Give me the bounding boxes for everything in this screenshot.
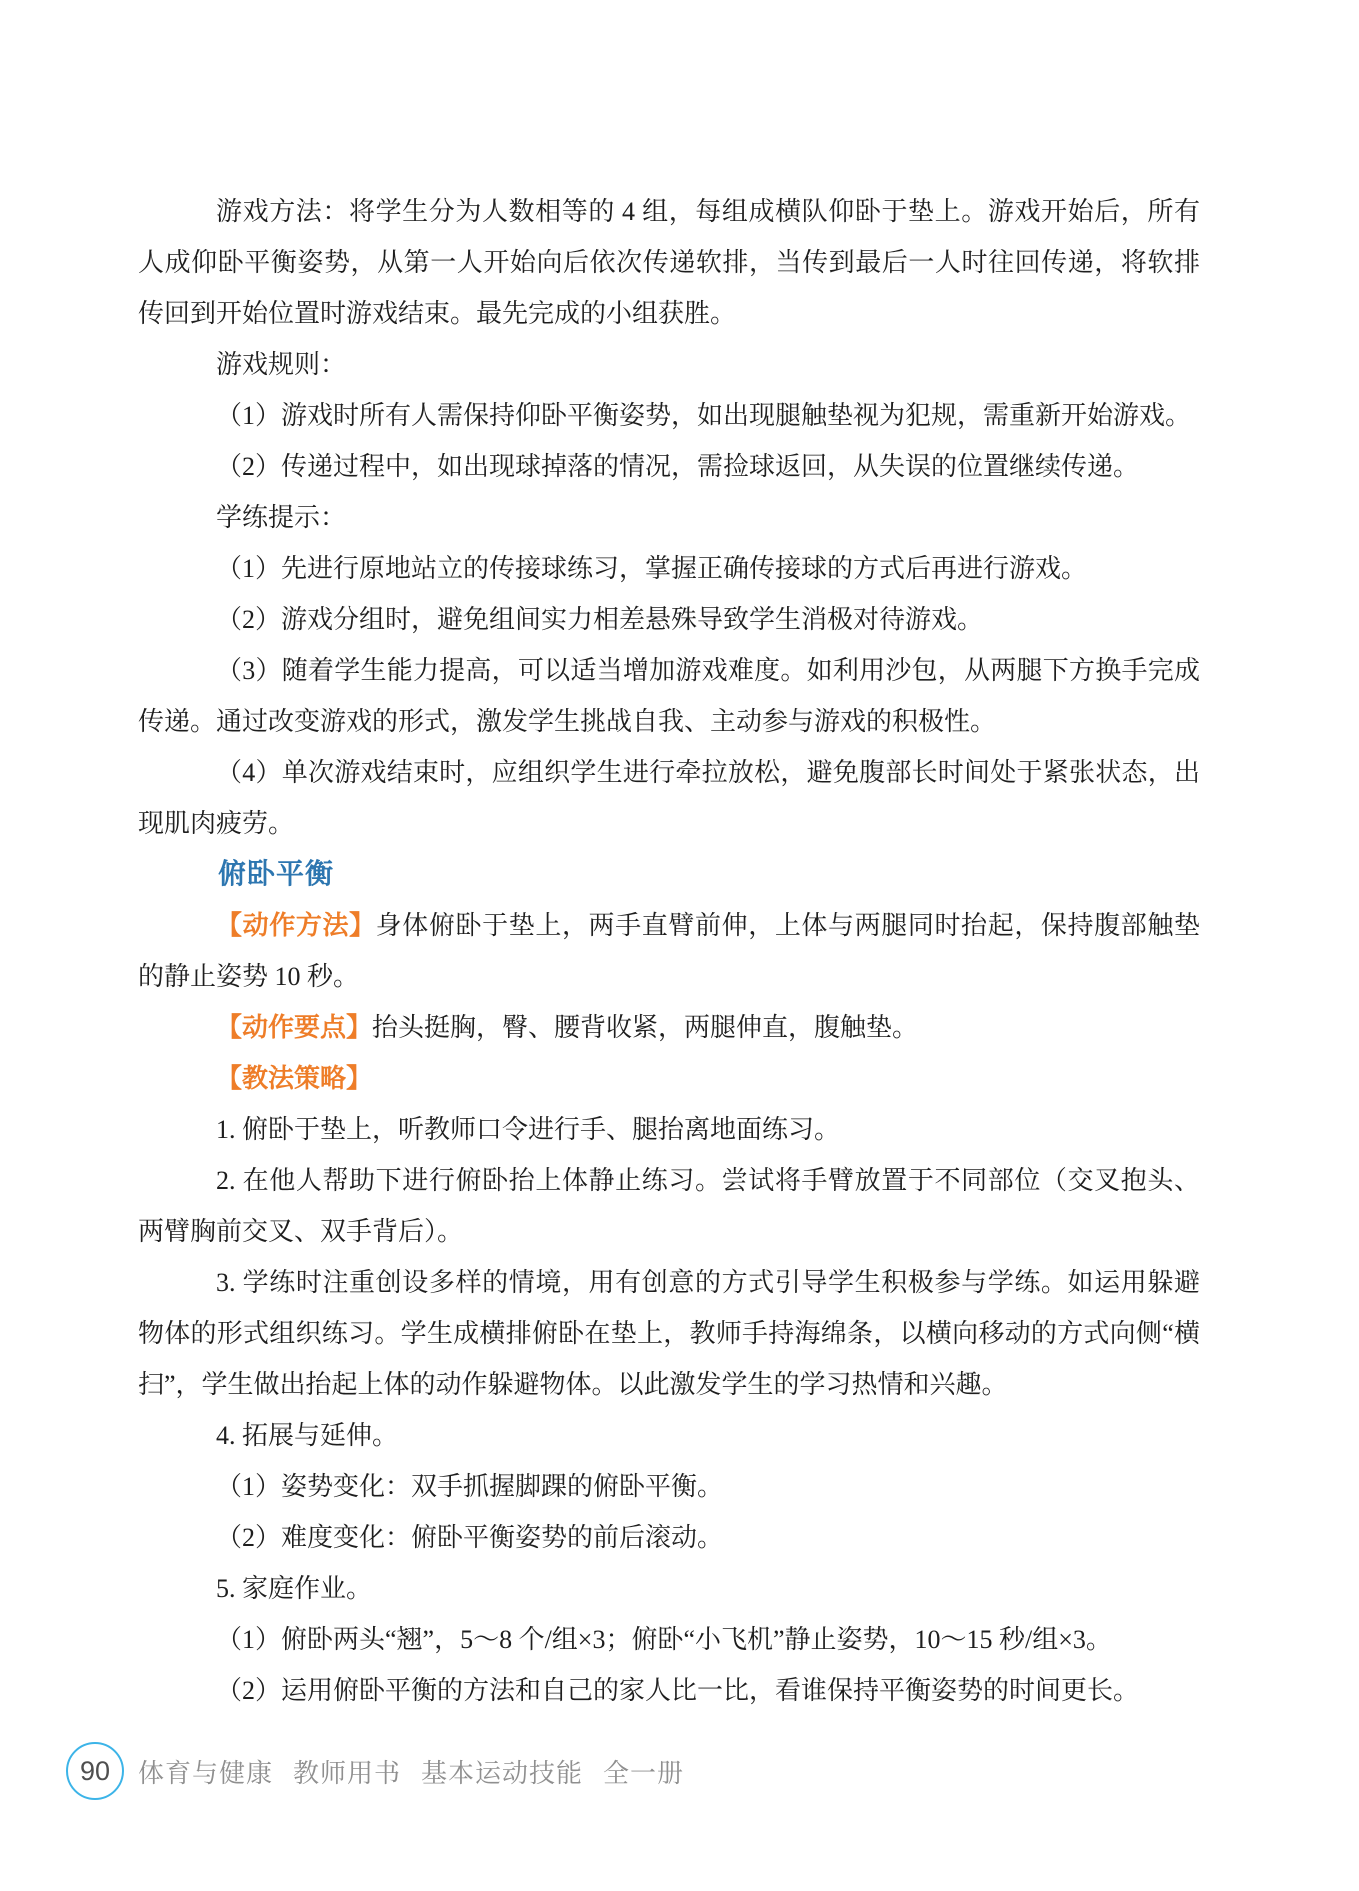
body-paragraph: （1）游戏时所有人需保持仰卧平衡姿势，如出现腿触垫视为犯规，需重新开始游戏。 bbox=[216, 401, 1192, 430]
label-action-method: 【动作方法】 bbox=[216, 910, 376, 940]
section-heading-prone-balance: 俯卧平衡 bbox=[218, 859, 335, 890]
body-paragraph bbox=[138, 1002, 1200, 1053]
body-paragraph: （1）先进行原地站立的传接球练习，掌握正确传接球的方式后再进行游戏。 bbox=[216, 554, 1088, 583]
page-footer bbox=[66, 1742, 684, 1800]
body-paragraph: 4. 拓展与延伸。 bbox=[216, 1421, 399, 1450]
body-paragraph: 2. 在他人帮助下进行俯卧抬上体静止练习。尝试将手臂放置于不同部位（交叉抱头、两臂胸前交叉、双手背后）。 bbox=[138, 1166, 1200, 1246]
footer-tag: 基本运动技能 bbox=[421, 1757, 584, 1788]
body-paragraph: （2）游戏分组时，避免组间实力相差悬殊导致学生消极对待游戏。 bbox=[216, 605, 984, 634]
body-paragraph: （4）单次游戏结束时，应组织学生进行牵拉放松，避免腹部长时间处于紧张状态，出现肌肉疲劳。 bbox=[138, 758, 1200, 838]
footer-book-title bbox=[138, 1753, 684, 1790]
page-number-badge bbox=[66, 1742, 124, 1800]
footer-tag: 教师用书 bbox=[293, 1757, 402, 1788]
body-paragraph: （3）随着学生能力提高，可以适当增加游戏难度。如利用沙包，从两腿下方换手完成传递。通过改变游戏的形式，激发学生挑战自我、主动参与游戏的积极性。 bbox=[138, 656, 1200, 736]
body-paragraph: 游戏规则： bbox=[216, 350, 347, 379]
body-paragraph bbox=[138, 1053, 1200, 1104]
body-paragraph: 1. 俯卧于垫上，听教师口令进行手、腿抬离地面练习。 bbox=[216, 1115, 841, 1144]
body-paragraph: （1）姿势变化：双手抓握脚踝的俯卧平衡。 bbox=[216, 1472, 724, 1501]
paragraph-text: 抬头挺胸，臀、腰背收紧，两腿伸直，腹触垫。 bbox=[372, 1013, 919, 1042]
paragraph-text: 身体俯卧于垫上，两手直臂前伸，上体与两腿同时抬起，保持腹部触垫的静止姿势 10 秒。 bbox=[138, 911, 1200, 991]
page-number: 90 bbox=[79, 1755, 111, 1786]
footer-tag: 体育与健康 bbox=[138, 1757, 274, 1788]
body-paragraph: 5. 家庭作业。 bbox=[216, 1574, 373, 1603]
body-paragraph: （2）难度变化：俯卧平衡姿势的前后滚动。 bbox=[216, 1523, 724, 1552]
body-paragraph: （2）运用俯卧平衡的方法和自己的家人比一比，看谁保持平衡姿势的时间更长。 bbox=[216, 1676, 1140, 1705]
footer-tag: 全一册 bbox=[603, 1757, 685, 1788]
body-paragraph: 学练提示： bbox=[216, 503, 347, 532]
label-teaching-strategy: 【教法策略】 bbox=[216, 1063, 373, 1093]
body-paragraph: 游戏方法：将学生分为人数相等的 4 组，每组成横队仰卧于垫上。游戏开始后，所有人成仰卧平衡姿势，从第一人开始向后依次传递软排，当传到最后一人时往回传递，将软排传回到开始位置时游戏结束。最先完成的小组获胜。 bbox=[138, 197, 1200, 328]
body-paragraph: （2）传递过程中，如出现球掉落的情况，需捡球返回，从失误的位置继续传递。 bbox=[216, 452, 1140, 481]
body-paragraph: （1）俯卧两头“翘”，5～8 个/组×3；俯卧“小飞机”静止姿势，10～15 秒/组×3。 bbox=[216, 1625, 1112, 1654]
body-paragraph bbox=[138, 900, 1200, 1002]
label-action-points: 【动作要点】 bbox=[216, 1012, 373, 1042]
body-paragraph: 3. 学练时注重创设多样的情境，用有创意的方式引导学生积极参与学练。如运用躲避物体的形式组织练习。学生成横排俯卧在垫上，教师手持海绵条，以横向移动的方式向侧“横扫”，学生做出抬起上体的动作躲避物体。以此激发学生的学习热情和兴趣。 bbox=[138, 1268, 1200, 1399]
page-body bbox=[138, 186, 1200, 1716]
